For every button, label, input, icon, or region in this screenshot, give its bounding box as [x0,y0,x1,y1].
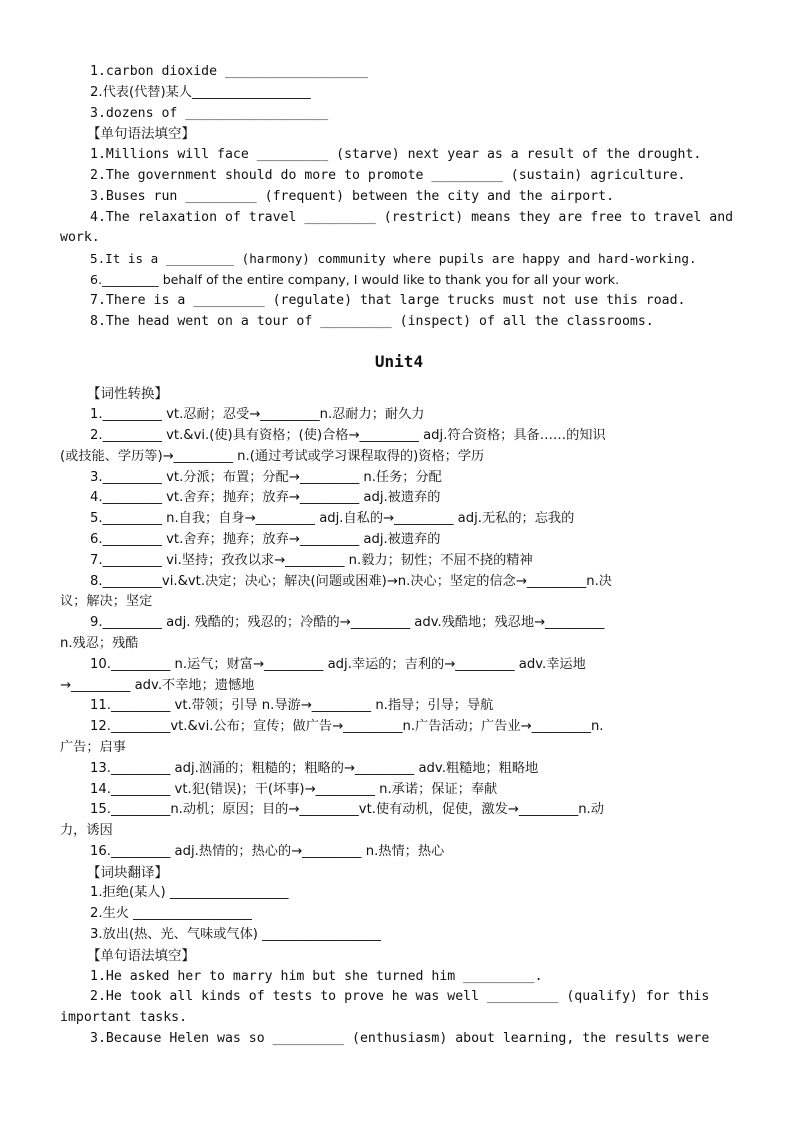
phrase-translation-heading: 【词块翻译】 [87,864,168,881]
word-line-continuation: 力，诱因 [60,823,113,839]
word-line: 11._________ vt.带领；引导 n.导游→_________ n.指导；引导；导航 [90,698,494,714]
word-line: 8._________vi.&vt.决定；决心；解决(问题或困难)→n.决心；坚定的信念→_________n.决 [90,573,612,589]
word-line: 10._________ n.运气；财富→_________ adj.幸运的；吉利的→_________ adv.幸运地 [90,656,586,672]
grammar-item: 5.It is a _________ (harmony) community where pupils are happy and hard-working. [90,251,697,267]
word-line-continuation: 议；解决；坚定 [60,594,153,610]
phrase-item: 3.dozens of __________________ [90,105,329,121]
grammar-item-continuation: work. [60,230,100,246]
word-line: 9._________ adj. 残酷的；残忍的；冷酷的→_________ adv.残酷地；残忍地→_________ [90,615,605,631]
grammar-item: 6._________ behalf of the entire company, I would like to thank you for all your work. [90,271,620,287]
phrase-item: 1.拒绝(某人) __________________ [90,885,289,901]
grammar-item: 8.The head went on a tour of _________ (inspect) of all the classrooms. [90,313,654,329]
word-line: 16._________ adj.热情的；热心的→_________ n.热情；热心 [90,843,445,859]
grammar-item: 2.He took all kinds of tests to prove he was well _________ (qualify) for this [90,989,710,1005]
grammar-item: 1.Millions will face _________ (starve) next year as a result of the drought. [90,147,702,163]
word-line: 13._________ adj.汹涌的；粗糙的；粗略的→_________ adv.粗糙地；粗略地 [90,760,539,776]
word-line-continuation: n.残忍；残酷 [60,635,139,651]
phrase-item: 3.放出(热、光、气味或气体) __________________ [90,927,381,943]
grammar-item-continuation: important tasks. [60,1010,188,1026]
phrase-item: 1.carbon dioxide __________________ [90,64,368,79]
grammar-item: 3.Because Helen was so _________ (enthusiasm) about learning, the results were [90,1031,710,1047]
word-line: 15._________n.动机；原因；目的→_________vt.使有动机，促使，激发→_________n.动 [90,802,604,818]
grammar-item: 7.There is a _________ (regulate) that large trucks must not use this road. [90,292,686,308]
worksheet-page [60,62,738,1050]
word-line: 6._________ vt.舍弃；抛弃；放弃→_________ adj.被遗弃的 [90,531,441,547]
phrase-item: 2.生火 __________________ [90,906,252,922]
grammar-item: 2.The government should do more to promote _________ (sustain) agriculture. [90,167,686,183]
grammar-item: 1.He asked her to marry him but she turned him _________. [90,968,543,984]
grammar-heading: 【单句语法填空】 [87,947,195,964]
word-line: 14._________ vt.犯(错误)；干(坏事)→_________ n.承诺；保证；奉献 [90,781,498,797]
word-line-continuation: →_________ adv.不幸地；遗憾地 [60,677,255,693]
word-line: 5._________ n.自我；自身→_________ adj.自私的→_________ adj.无私的；忘我的 [90,511,575,527]
grammar-item: 3.Buses run _________ (frequent) between the city and the airport. [90,188,615,204]
unit-title: Unit4 [374,352,424,372]
phrase-item: 2.代表(代替)某人__________________ [90,84,311,100]
grammar-heading: 【单句语法填空】 [87,126,195,143]
word-conversion-heading: 【词性转换】 [87,386,168,403]
word-line-continuation: 广告；启事 [60,739,126,755]
grammar-item: 4.The relaxation of travel _________ (restrict) means they are free to travel and [90,209,734,225]
word-line: 2._________ vt.&vi.(使)具有资格；(使)合格→_________ adj.符合资格；具备……的知识 [90,427,606,443]
word-line: 4._________ vt.舍弃；抛弃；放弃→_________ adj.被遗弃的 [90,490,441,506]
word-line: 1._________ vt.忍耐；忍受→_________n.忍耐力；耐久力 [90,407,425,423]
word-line-continuation: (或技能、学历等)→_________ n.(通过考试或学习课程取得的)资格；学历 [60,448,485,464]
word-line: 7._________ vi.坚持；孜孜以求→_________ n.毅力；韧性；不屈不挠的精神 [90,552,533,568]
word-line: 12._________vt.&vi.公布；宣传；做广告→_________n.广告活动；广告业→_________n. [90,719,604,735]
word-line: 3._________ vt.分派；布置；分配→_________ n.任务；分配 [90,469,442,485]
